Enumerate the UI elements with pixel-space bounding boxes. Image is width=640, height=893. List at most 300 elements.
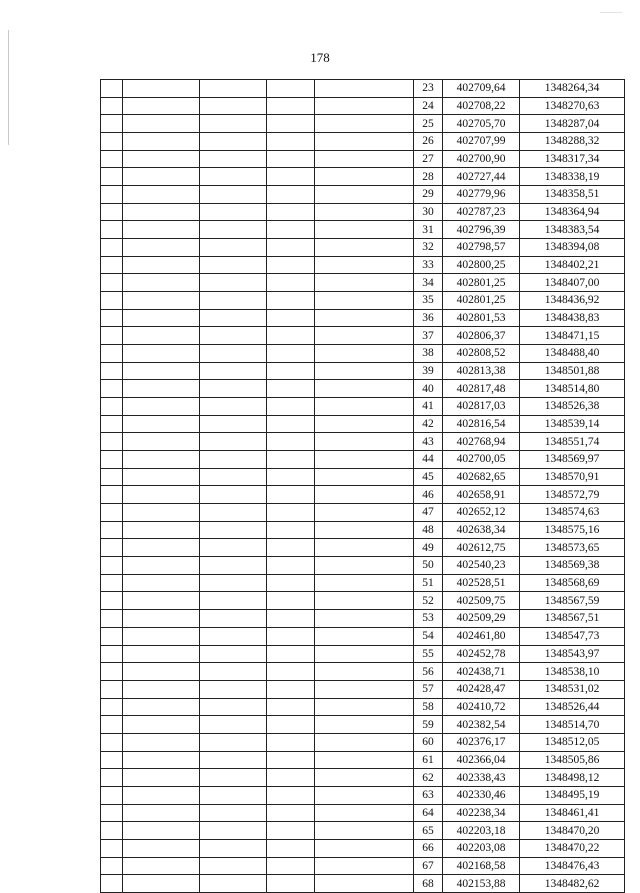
point-number-cell: 37 — [414, 327, 443, 345]
empty-cell — [200, 663, 267, 681]
table-row — [101, 716, 625, 734]
y-coordinate-cell: 1348567,51 — [520, 610, 625, 628]
table-row — [101, 539, 625, 557]
y-coordinate-cell: 1348317,34 — [520, 150, 625, 168]
table-row — [101, 115, 625, 133]
empty-cell — [200, 256, 267, 274]
empty-cell — [123, 274, 200, 292]
y-coordinate-cell: 1348495,19 — [520, 786, 625, 804]
empty-cell — [101, 468, 123, 486]
table-row — [101, 786, 625, 804]
x-coordinate-cell: 402709,64 — [443, 80, 520, 98]
x-coordinate-cell: 402376,17 — [443, 733, 520, 751]
empty-cell — [200, 822, 267, 840]
x-coordinate-cell: 402813,38 — [443, 362, 520, 380]
point-number-cell: 26 — [414, 133, 443, 151]
empty-cell — [123, 610, 200, 628]
empty-cell — [101, 769, 123, 787]
empty-cell — [200, 769, 267, 787]
point-number-cell: 36 — [414, 309, 443, 327]
empty-cell — [123, 627, 200, 645]
table-row — [101, 504, 625, 522]
table-row — [101, 698, 625, 716]
empty-cell — [101, 786, 123, 804]
empty-cell — [123, 486, 200, 504]
x-coordinate-cell: 402801,53 — [443, 309, 520, 327]
empty-cell — [123, 663, 200, 681]
table-row — [101, 168, 625, 186]
x-coordinate-cell: 402153,88 — [443, 875, 520, 893]
point-number-cell: 27 — [414, 150, 443, 168]
empty-cell — [101, 362, 123, 380]
table-row — [101, 133, 625, 151]
x-coordinate-cell: 402366,04 — [443, 751, 520, 769]
point-number-cell: 54 — [414, 627, 443, 645]
empty-cell — [123, 398, 200, 416]
table-row — [101, 415, 625, 433]
empty-cell — [101, 574, 123, 592]
empty-cell — [315, 769, 414, 787]
empty-cell — [101, 398, 123, 416]
y-coordinate-cell: 1348575,16 — [520, 521, 625, 539]
point-number-cell: 62 — [414, 769, 443, 787]
empty-cell — [200, 362, 267, 380]
table-row — [101, 362, 625, 380]
empty-cell — [123, 239, 200, 257]
point-number-cell: 44 — [414, 451, 443, 469]
table-row — [101, 557, 625, 575]
empty-cell — [315, 875, 414, 893]
y-coordinate-cell: 1348288,32 — [520, 133, 625, 151]
y-coordinate-cell: 1348476,43 — [520, 857, 625, 875]
empty-cell — [267, 804, 315, 822]
empty-cell — [315, 698, 414, 716]
empty-cell — [101, 115, 123, 133]
point-number-cell: 57 — [414, 680, 443, 698]
point-number-cell: 47 — [414, 504, 443, 522]
empty-cell — [101, 804, 123, 822]
x-coordinate-cell: 402540,23 — [443, 557, 520, 575]
y-coordinate-cell: 1348338,19 — [520, 168, 625, 186]
y-coordinate-cell: 1348543,97 — [520, 645, 625, 663]
empty-cell — [123, 769, 200, 787]
empty-cell — [267, 822, 315, 840]
table-row — [101, 680, 625, 698]
empty-cell — [101, 97, 123, 115]
empty-cell — [200, 716, 267, 734]
table-row — [101, 309, 625, 327]
empty-cell — [267, 80, 315, 98]
empty-cell — [123, 504, 200, 522]
empty-cell — [267, 150, 315, 168]
point-number-cell: 55 — [414, 645, 443, 663]
empty-cell — [123, 539, 200, 557]
table-row — [101, 239, 625, 257]
table-row — [101, 97, 625, 115]
table-row — [101, 256, 625, 274]
y-coordinate-cell: 1348547,73 — [520, 627, 625, 645]
point-number-cell: 60 — [414, 733, 443, 751]
point-number-cell: 33 — [414, 256, 443, 274]
table-row — [101, 292, 625, 310]
x-coordinate-cell: 402238,34 — [443, 804, 520, 822]
empty-cell — [200, 345, 267, 363]
x-coordinate-cell: 402638,34 — [443, 521, 520, 539]
empty-cell — [123, 574, 200, 592]
empty-cell — [315, 327, 414, 345]
y-coordinate-cell: 1348569,38 — [520, 557, 625, 575]
x-coordinate-cell: 402768,94 — [443, 433, 520, 451]
table-row — [101, 203, 625, 221]
empty-cell — [101, 451, 123, 469]
point-number-cell: 52 — [414, 592, 443, 610]
empty-cell — [123, 557, 200, 575]
x-coordinate-cell: 402682,65 — [443, 468, 520, 486]
empty-cell — [101, 415, 123, 433]
y-coordinate-cell: 1348569,97 — [520, 451, 625, 469]
empty-cell — [315, 451, 414, 469]
x-coordinate-cell: 402203,18 — [443, 822, 520, 840]
x-coordinate-cell: 402801,25 — [443, 274, 520, 292]
table-row — [101, 804, 625, 822]
empty-cell — [200, 610, 267, 628]
empty-cell — [123, 645, 200, 663]
empty-cell — [315, 186, 414, 204]
y-coordinate-cell: 1348505,86 — [520, 751, 625, 769]
empty-cell — [200, 451, 267, 469]
empty-cell — [123, 186, 200, 204]
empty-cell — [200, 309, 267, 327]
empty-cell — [267, 521, 315, 539]
y-coordinate-cell: 1348488,40 — [520, 345, 625, 363]
empty-cell — [315, 256, 414, 274]
point-number-cell: 38 — [414, 345, 443, 363]
table-row — [101, 875, 625, 893]
empty-cell — [267, 309, 315, 327]
y-coordinate-cell: 1348402,21 — [520, 256, 625, 274]
point-number-cell: 53 — [414, 610, 443, 628]
point-number-cell: 68 — [414, 875, 443, 893]
empty-cell — [123, 592, 200, 610]
scan-margin-line — [8, 30, 9, 145]
empty-cell — [267, 486, 315, 504]
table-row — [101, 186, 625, 204]
empty-cell — [200, 186, 267, 204]
point-number-cell: 24 — [414, 97, 443, 115]
point-number-cell: 61 — [414, 751, 443, 769]
empty-cell — [101, 627, 123, 645]
empty-cell — [267, 733, 315, 751]
empty-cell — [200, 468, 267, 486]
empty-cell — [101, 80, 123, 98]
empty-cell — [101, 521, 123, 539]
empty-cell — [267, 698, 315, 716]
empty-cell — [101, 663, 123, 681]
point-number-cell: 65 — [414, 822, 443, 840]
x-coordinate-cell: 402382,54 — [443, 716, 520, 734]
empty-cell — [200, 133, 267, 151]
point-number-cell: 23 — [414, 80, 443, 98]
y-coordinate-cell: 1348568,69 — [520, 574, 625, 592]
empty-cell — [315, 822, 414, 840]
x-coordinate-cell: 402168,58 — [443, 857, 520, 875]
table-row — [101, 521, 625, 539]
empty-cell — [200, 380, 267, 398]
x-coordinate-cell: 402452,78 — [443, 645, 520, 663]
empty-cell — [101, 839, 123, 857]
empty-cell — [267, 857, 315, 875]
x-coordinate-cell: 402808,52 — [443, 345, 520, 363]
y-coordinate-cell: 1348471,15 — [520, 327, 625, 345]
page-number: 178 — [310, 50, 330, 65]
empty-cell — [101, 875, 123, 893]
empty-cell — [101, 203, 123, 221]
empty-cell — [315, 610, 414, 628]
y-coordinate-cell: 1348574,63 — [520, 504, 625, 522]
empty-cell — [315, 504, 414, 522]
empty-cell — [315, 539, 414, 557]
point-number-cell: 67 — [414, 857, 443, 875]
empty-cell — [267, 115, 315, 133]
empty-cell — [315, 80, 414, 98]
point-number-cell: 25 — [414, 115, 443, 133]
empty-cell — [123, 451, 200, 469]
point-number-cell: 45 — [414, 468, 443, 486]
empty-cell — [315, 168, 414, 186]
empty-cell — [123, 822, 200, 840]
empty-cell — [123, 345, 200, 363]
empty-cell — [200, 415, 267, 433]
x-coordinate-cell: 402817,03 — [443, 398, 520, 416]
y-coordinate-cell: 1348383,54 — [520, 221, 625, 239]
empty-cell — [123, 362, 200, 380]
x-coordinate-cell: 402509,75 — [443, 592, 520, 610]
empty-cell — [123, 168, 200, 186]
empty-cell — [123, 680, 200, 698]
table-row — [101, 221, 625, 239]
y-coordinate-cell: 1348526,44 — [520, 698, 625, 716]
empty-cell — [123, 521, 200, 539]
empty-cell — [101, 133, 123, 151]
point-number-cell: 39 — [414, 362, 443, 380]
empty-cell — [315, 733, 414, 751]
empty-cell — [315, 309, 414, 327]
y-coordinate-cell: 1348567,59 — [520, 592, 625, 610]
empty-cell — [267, 716, 315, 734]
empty-cell — [267, 415, 315, 433]
y-coordinate-cell: 1348551,74 — [520, 433, 625, 451]
empty-cell — [101, 716, 123, 734]
x-coordinate-cell: 402700,90 — [443, 150, 520, 168]
y-coordinate-cell: 1348531,02 — [520, 680, 625, 698]
empty-cell — [200, 203, 267, 221]
empty-cell — [123, 115, 200, 133]
empty-cell — [315, 751, 414, 769]
empty-cell — [101, 504, 123, 522]
point-number-cell: 35 — [414, 292, 443, 310]
x-coordinate-cell: 402428,47 — [443, 680, 520, 698]
y-coordinate-cell: 1348538,10 — [520, 663, 625, 681]
empty-cell — [315, 150, 414, 168]
x-coordinate-cell: 402707,99 — [443, 133, 520, 151]
empty-cell — [200, 786, 267, 804]
point-number-cell: 42 — [414, 415, 443, 433]
empty-cell — [200, 398, 267, 416]
point-number-cell: 59 — [414, 716, 443, 734]
empty-cell — [200, 875, 267, 893]
y-coordinate-cell: 1348470,22 — [520, 839, 625, 857]
point-number-cell: 50 — [414, 557, 443, 575]
empty-cell — [315, 486, 414, 504]
empty-cell — [315, 115, 414, 133]
empty-cell — [315, 716, 414, 734]
empty-cell — [200, 627, 267, 645]
empty-cell — [267, 627, 315, 645]
table-row — [101, 345, 625, 363]
empty-cell — [267, 645, 315, 663]
y-coordinate-cell: 1348358,51 — [520, 186, 625, 204]
empty-cell — [267, 97, 315, 115]
empty-cell — [200, 857, 267, 875]
empty-cell — [101, 221, 123, 239]
table-row — [101, 627, 625, 645]
y-coordinate-cell: 1348539,14 — [520, 415, 625, 433]
empty-cell — [200, 433, 267, 451]
empty-cell — [200, 97, 267, 115]
x-coordinate-cell: 402816,54 — [443, 415, 520, 433]
empty-cell — [101, 751, 123, 769]
empty-cell — [101, 680, 123, 698]
x-coordinate-cell: 402438,71 — [443, 663, 520, 681]
empty-cell — [315, 274, 414, 292]
empty-cell — [267, 186, 315, 204]
x-coordinate-cell: 402705,70 — [443, 115, 520, 133]
point-number-cell: 30 — [414, 203, 443, 221]
point-number-cell: 40 — [414, 380, 443, 398]
empty-cell — [101, 239, 123, 257]
empty-cell — [101, 822, 123, 840]
empty-cell — [315, 521, 414, 539]
x-coordinate-cell: 402658,91 — [443, 486, 520, 504]
y-coordinate-cell: 1348364,94 — [520, 203, 625, 221]
table-row — [101, 380, 625, 398]
table-row — [101, 274, 625, 292]
empty-cell — [200, 733, 267, 751]
empty-cell — [267, 504, 315, 522]
empty-cell — [315, 557, 414, 575]
empty-cell — [315, 292, 414, 310]
empty-cell — [101, 150, 123, 168]
empty-cell — [267, 557, 315, 575]
empty-cell — [123, 80, 200, 98]
point-number-cell: 43 — [414, 433, 443, 451]
point-number-cell: 49 — [414, 539, 443, 557]
table-row — [101, 433, 625, 451]
y-coordinate-cell: 1348270,63 — [520, 97, 625, 115]
point-number-cell: 56 — [414, 663, 443, 681]
empty-cell — [315, 857, 414, 875]
x-coordinate-cell: 402800,25 — [443, 256, 520, 274]
empty-cell — [101, 380, 123, 398]
empty-cell — [123, 221, 200, 239]
x-coordinate-cell: 402652,12 — [443, 504, 520, 522]
empty-cell — [267, 539, 315, 557]
empty-cell — [101, 327, 123, 345]
x-coordinate-cell: 402796,39 — [443, 221, 520, 239]
empty-cell — [200, 168, 267, 186]
empty-cell — [315, 345, 414, 363]
empty-cell — [123, 327, 200, 345]
empty-cell — [101, 645, 123, 663]
empty-cell — [200, 274, 267, 292]
coordinates-table-body — [101, 80, 625, 893]
point-number-cell: 51 — [414, 574, 443, 592]
empty-cell — [123, 804, 200, 822]
empty-cell — [267, 327, 315, 345]
y-coordinate-cell: 1348498,12 — [520, 769, 625, 787]
y-coordinate-cell: 1348436,92 — [520, 292, 625, 310]
empty-cell — [200, 150, 267, 168]
point-number-cell: 48 — [414, 521, 443, 539]
table-row — [101, 398, 625, 416]
empty-cell — [267, 786, 315, 804]
x-coordinate-cell: 402787,23 — [443, 203, 520, 221]
y-coordinate-cell: 1348482,62 — [520, 875, 625, 893]
y-coordinate-cell: 1348287,04 — [520, 115, 625, 133]
empty-cell — [123, 256, 200, 274]
empty-cell — [315, 645, 414, 663]
empty-cell — [315, 239, 414, 257]
empty-cell — [315, 468, 414, 486]
table-row — [101, 574, 625, 592]
x-coordinate-cell: 402410,72 — [443, 698, 520, 716]
point-number-cell: 41 — [414, 398, 443, 416]
empty-cell — [267, 839, 315, 857]
empty-cell — [267, 610, 315, 628]
empty-cell — [200, 115, 267, 133]
empty-cell — [200, 557, 267, 575]
empty-cell — [200, 839, 267, 857]
empty-cell — [123, 716, 200, 734]
empty-cell — [101, 345, 123, 363]
empty-cell — [123, 786, 200, 804]
empty-cell — [267, 574, 315, 592]
empty-cell — [267, 203, 315, 221]
empty-cell — [315, 398, 414, 416]
y-coordinate-cell: 1348461,41 — [520, 804, 625, 822]
empty-cell — [267, 875, 315, 893]
empty-cell — [315, 680, 414, 698]
empty-cell — [267, 380, 315, 398]
y-coordinate-cell: 1348438,83 — [520, 309, 625, 327]
point-number-cell: 46 — [414, 486, 443, 504]
empty-cell — [123, 133, 200, 151]
empty-cell — [200, 592, 267, 610]
y-coordinate-cell: 1348407,00 — [520, 274, 625, 292]
table-row — [101, 645, 625, 663]
x-coordinate-cell: 402461,80 — [443, 627, 520, 645]
point-number-cell: 66 — [414, 839, 443, 857]
empty-cell — [101, 433, 123, 451]
empty-cell — [267, 256, 315, 274]
point-number-cell: 32 — [414, 239, 443, 257]
empty-cell — [315, 786, 414, 804]
y-coordinate-cell: 1348470,20 — [520, 822, 625, 840]
empty-cell — [267, 769, 315, 787]
empty-cell — [200, 645, 267, 663]
table-row — [101, 733, 625, 751]
empty-cell — [267, 345, 315, 363]
